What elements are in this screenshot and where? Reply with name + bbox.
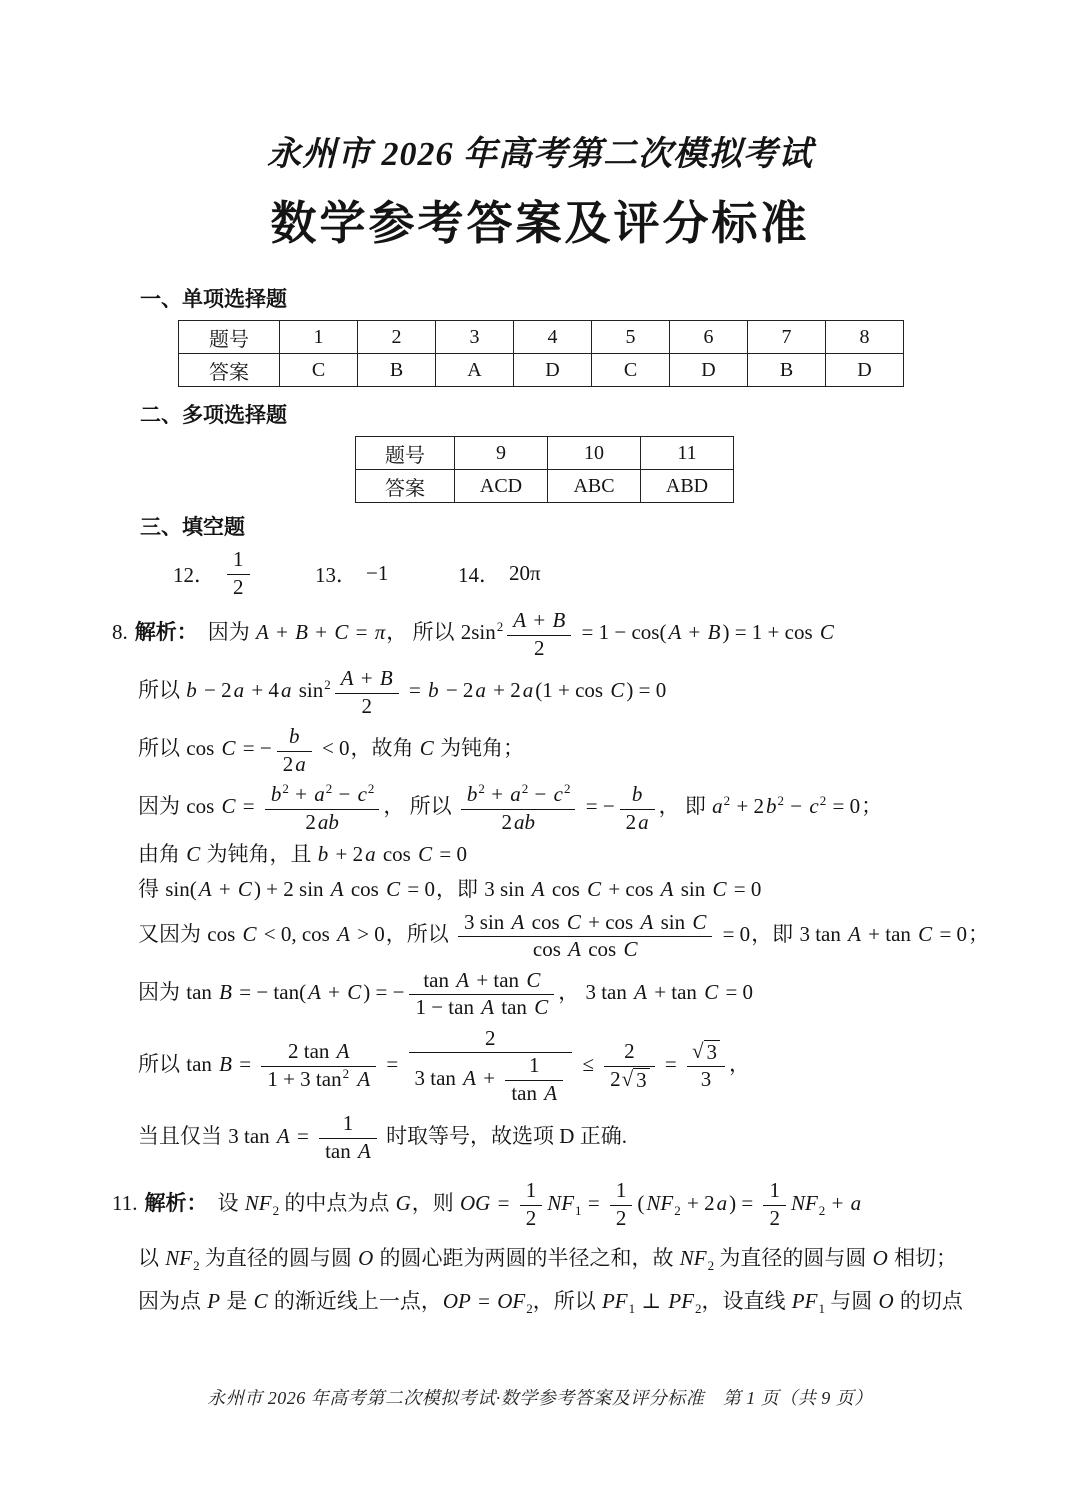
- solution-line: [112, 609, 1080, 660]
- question-number-cell: 7: [748, 321, 826, 354]
- table-row: [179, 354, 904, 387]
- formula-line: 所以 b − 2a + 4a $\sin^2$ $\frac{A + B}{2}$ = b − 2a + 2a(1 + cos C) = 0: [138, 666, 667, 718]
- answer-cell: C: [280, 354, 358, 387]
- answer-cell: D: [826, 354, 904, 387]
- question-number-cell: 6: [670, 321, 748, 354]
- formula-line: 因为 A + B + C = π， 所以 $2\sin^2$ $\frac{A + B}{2}$ = 1 − cos(A + B) = 1 + cos C: [207, 608, 834, 660]
- solution-line: [138, 783, 1080, 834]
- question-number-cell: 8: [826, 321, 904, 354]
- solution-line: [138, 1288, 1080, 1316]
- fill-answer-12: [173, 548, 315, 599]
- fill-answer-label: 12．: [173, 562, 215, 587]
- answer-cell: ABC: [548, 470, 641, 503]
- question-number-cell: 3: [436, 321, 514, 354]
- solution-label: 解析：: [134, 621, 198, 645]
- formula-line: 所以 tan B = $\frac{\text{2 tan A}}{1 + 3 \tan^2 A}$ = 2 3 tan A + $\frac{1}{\text{tan A}}$ ≤ 2 2 √ 3 = √ 3 3 ，: [138, 1025, 751, 1105]
- fill-answer-value: 20π: [509, 561, 541, 586]
- solution-line: [138, 876, 1080, 904]
- answer-cell: ACD: [455, 470, 548, 503]
- single-choice-table: [178, 320, 904, 387]
- question-number-cell: 1: [280, 321, 358, 354]
- formula-line: 由角 C 为钝角，且 b + 2a cos C = 0: [138, 842, 467, 867]
- table-row: [356, 437, 734, 470]
- formula-line: 又因为 cos C < 0, cos A > 0，所以 $\frac{\text{3 sin A cos C + cos A sin C}}{\text{cos A cos C}}$ = 0，即 3 tan A + tan C = 0；: [138, 909, 990, 962]
- fill-answer-label: 14．: [458, 562, 500, 587]
- heading-multi-choice: 二、多项选择题: [140, 404, 287, 427]
- answer-cell: D: [670, 354, 748, 387]
- answer-cell: ABD: [641, 470, 734, 503]
- fill-answer-value: −1: [366, 561, 389, 586]
- question-number-cell: 10: [548, 437, 641, 470]
- solution-line: [138, 1027, 1080, 1106]
- table-row: [356, 470, 734, 503]
- formula-line: 以 $NF_2$ 为直径的圆与圆 O 的圆心距为两圆的半径之和，故 $NF_2$ 为直径的圆与圆 O 相切；: [138, 1246, 958, 1274]
- solution-line: [138, 1245, 1080, 1273]
- solution-8: [0, 609, 1080, 1163]
- solution-line: [138, 667, 1080, 718]
- solution-label: 解析：: [144, 1191, 208, 1215]
- solution-line: [138, 725, 1080, 776]
- solution-number: 8.: [112, 620, 128, 645]
- exam-title: 永州市 2026 年高考第二次模拟考试: [267, 136, 813, 173]
- formula-line: 设 $NF_2$ 的中点为点 G，则 OG = $\frac{1}{2}$ $NF_1$ = $\frac{1}{2}$ $(NF_2 + 2a)$ = $\frac{1}{2}$ $NF_2 + a$: [217, 1178, 862, 1230]
- row-label-question-number: 题号: [356, 437, 455, 470]
- solution-line: [138, 911, 1080, 962]
- solution-line: [138, 1112, 1080, 1163]
- question-number-cell: 11: [641, 437, 734, 470]
- fill-answer-14: [458, 559, 542, 589]
- question-number-cell: 9: [455, 437, 548, 470]
- solution-line: [138, 841, 1080, 869]
- question-number-cell: 2: [358, 321, 436, 354]
- fill-answer-label: 13．: [315, 562, 357, 587]
- table-row: [179, 321, 904, 354]
- answer-cell: B: [748, 354, 826, 387]
- question-number-cell: 5: [592, 321, 670, 354]
- formula-line: 得 sin(A + C) + 2 sin A cos C = 0，即 3 sin A cos C + cos A sin C = 0: [138, 876, 762, 901]
- answer-cell: A: [436, 354, 514, 387]
- answer-cell: B: [358, 354, 436, 387]
- page-footer: 永州市 2026 年高考第二次模拟考试·数学参考答案及评分标准 第 1 页（共 9 页）: [207, 1388, 873, 1408]
- fill-blank-answers: [173, 548, 1080, 599]
- solution-number: 11.: [112, 1190, 138, 1215]
- formula-line: 因为点 P 是 C 的渐近线上一点，OP = $OF_2$，所以 $PF_1$ ⊥ $PF_2$，设直线 $PF_1$ 与圆 O 的切点: [138, 1288, 963, 1317]
- formula-line: 当且仅当 3 tan A = $\frac{1}{\text{tan A}}$ 时取等号，故选项 D 正确.: [138, 1111, 627, 1163]
- solution-line: [138, 969, 1080, 1020]
- formula-line: 所以 cos C = − $\frac{b}{2a}$ < 0，故角 C 为钝角；: [138, 724, 525, 776]
- question-number-cell: 4: [514, 321, 592, 354]
- formula-line: 因为 cos C = $\frac{b^2 + a^2 - c^2}{2ab}$ ， 所以 $\frac{b^2 + a^2 - c^2}{2ab}$ = − $\frac{b}{2a}$ ， 即 $a^2 + 2b^2 - c^2 = 0$；: [138, 781, 883, 834]
- row-label-answer: 答案: [356, 470, 455, 503]
- heading-fill-blank: 三、填空题: [140, 516, 245, 539]
- document-title: 数学参考答案及评分标准: [270, 197, 810, 249]
- row-label-answer: 答案: [179, 354, 280, 387]
- row-label-question-number: 题号: [179, 321, 280, 354]
- formula-line: 因为 tan B = − tan(A + C) = − $\frac{\text{tan A + tan C}}{\text{1 − tan A tan C}}$ ， 3 tan A + tan C = 0: [138, 967, 754, 1020]
- fill-answer-13: [315, 559, 458, 589]
- heading-single-choice: 一、单项选择题: [140, 288, 287, 311]
- solution-11: [0, 1179, 1080, 1315]
- fill-answer-value: $\frac{1}{2}$: [223, 548, 254, 599]
- answer-cell: D: [514, 354, 592, 387]
- multi-choice-table: [355, 436, 734, 503]
- solution-line: [112, 1179, 1080, 1230]
- answer-cell: C: [592, 354, 670, 387]
